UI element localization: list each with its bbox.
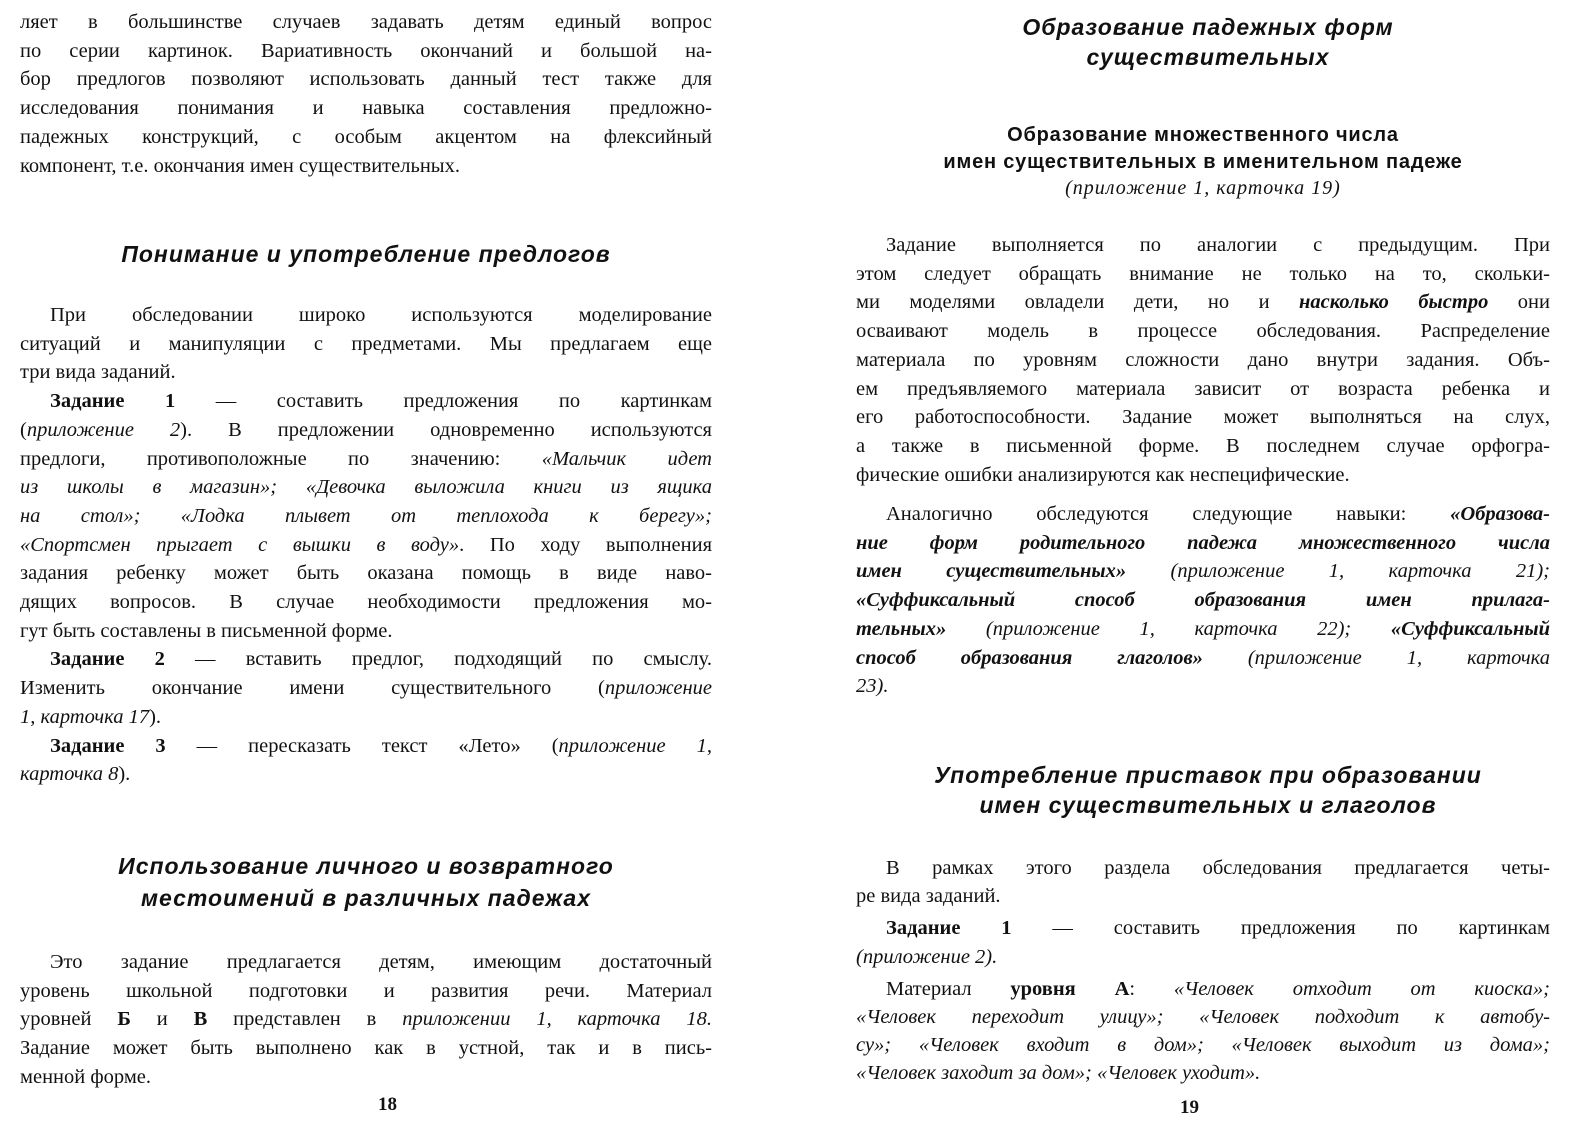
text-run: существительных [1086,44,1330,70]
text-line [856,615,1550,644]
italic-text: (приложение 1, карточка 21); [1126,560,1550,583]
paragraph [856,500,1550,701]
text-run: Понимание и употребление предлогов [121,241,611,267]
text-line [20,8,712,37]
text-line [856,790,1560,820]
italic-text: су»; «Человек входит в дом»; «Человек выходит из дома»; [856,1034,1550,1057]
text-line [856,943,1550,971]
paragraph [856,854,1550,910]
text-run: фические ошибки анализируются как неспецифические. [856,463,1350,486]
text-run: — вставить предлог, подходящий по смыслу. [164,648,712,671]
italic-text: (приложение 2). [856,945,998,968]
paragraph [856,760,1560,820]
paragraph [20,238,712,270]
text-run: ми моделями овладели дети, но и [856,291,1300,314]
text-run: Аналогично обследуются следующие навыки: [886,503,1451,525]
text-line [856,12,1560,42]
text-run: Задание может быть выполнено как в устной, так и в пись- [20,1037,712,1060]
text-line [20,65,712,94]
text-line [856,432,1550,461]
text-run: ем предъявляемого материала зависит от возраста ребенка и [856,377,1550,400]
italic-text: приложение [604,677,712,700]
text-line [20,387,712,416]
text-line [20,850,712,882]
text-line [20,948,712,977]
italic-text: «Мальчик идет [541,447,712,470]
paragraph [856,914,1550,970]
text-run: этом следует обращать внимание не только на то, скольки- [856,262,1550,285]
text-run: осваивают модель в процессе обследования. Распределение [856,320,1550,343]
text-line [856,42,1560,72]
text-line [856,260,1550,289]
text-line [20,1005,712,1034]
text-run: менной форме. [20,1065,152,1088]
text-line [20,882,712,914]
text-run: по серии картинок. Вариативность окончаний и большой на- [20,39,712,62]
emphasis-text: «Суффиксальный способ образования имен прилага- [856,589,1550,612]
emphasis-text: «Суффиксальный [1390,617,1550,640]
text-run: : [1129,977,1174,1000]
text-line [20,301,712,330]
italic-text: карточка 8 [20,763,119,786]
text-line [20,37,712,66]
emphasis-text: Задание 1 [50,390,176,413]
text-line [20,416,712,445]
italic-text: (приложение 1, карточка [1202,646,1550,669]
section-heading-case-forms [856,12,1560,72]
paragraph [856,12,1560,72]
italic-text: приложение 2 [26,418,181,441]
subsection-heading-plural [856,122,1550,176]
text-run: Образование множественного числа [1007,124,1399,146]
text-line [856,1031,1550,1059]
text-run: его работоспособности. Задание может выполняться на слух, [856,406,1550,429]
text-run: гут быть составлены в письменной форме. [20,619,393,642]
text-line [856,586,1550,615]
paragraph [20,645,712,731]
text-run: бор предлогов позволяют использовать данный тест также для [20,68,712,91]
text-run: три вида заданий. [20,361,176,384]
text-run: Материал [886,977,1011,1000]
text-run: ре вида заданий. [856,885,1001,908]
emphasis-text: насколько быстро [1299,291,1489,314]
paragraph [856,175,1550,202]
prefixes-body [856,854,1550,1088]
text-run: имен существительных и глаголов [979,792,1437,818]
paragraph [20,948,712,1092]
appendix-reference [856,175,1550,202]
similar-skills-body [856,500,1550,701]
paragraph [20,850,712,914]
text-line [856,854,1550,882]
paragraph [856,975,1550,1088]
text-line [856,375,1550,404]
text-line [20,674,712,703]
section-heading-prefixes [856,760,1560,820]
plural-body [856,231,1550,489]
text-run: Образование падежных форм [1022,14,1394,40]
text-run: ). [118,763,131,786]
text-run: уровней [20,1008,118,1031]
text-run: ( [20,418,27,441]
text-run: Использование личного и возвратного [118,853,614,879]
text-line [856,149,1550,176]
emphasis-text: Б [117,1008,131,1031]
text-line [856,882,1550,910]
page-number: 19 [1180,1097,1199,1118]
text-run: ляет в большинстве случаев задавать детям единый вопрос [20,11,712,33]
text-line [856,1059,1550,1087]
italic-text: 23). [856,675,889,698]
text-run: а также в письменной форме. В последнем случае орфогра- [856,434,1550,457]
text-line [20,152,712,181]
text-line [20,502,712,531]
text-line [856,529,1550,558]
emphasis-text: способ образования глаголов» [856,646,1203,669]
text-line [856,461,1550,490]
text-line [856,500,1550,529]
text-run: компонент, т.е. окончания имен существительных. [20,154,460,177]
text-line [20,617,712,646]
text-run: и [130,1008,194,1031]
text-line [20,330,712,359]
text-line [20,645,712,674]
text-run: предлоги, противоположные по значению: [20,447,542,470]
text-line [20,531,712,560]
text-run: Это задание предлагается детям, имеющим достаточный [50,951,712,973]
text-run: . По ходу выполнения [459,533,713,556]
text-run: исследования понимания и навыка составления предложно- [20,97,712,120]
text-line [20,559,712,588]
italic-text: на стол»; «Лодка плывет от теплохода к берегу»; [20,504,712,527]
text-run: Изменить окончание имени существительного ( [20,677,605,700]
emphasis-text: Задание 2 [50,648,165,671]
text-line [856,317,1550,346]
text-line [856,975,1550,1003]
text-run: представлен в [207,1008,403,1031]
text-line [856,231,1550,260]
text-line [20,473,712,502]
emphasis-text: уровня А [1010,977,1130,1000]
section-heading-prepositions [20,238,712,270]
emphasis-text: «Образова- [1450,503,1550,525]
text-line [20,238,712,270]
paragraph [20,387,712,645]
emphasis-text: тельных» [856,617,947,640]
italic-text: «Человек переходит улицу»; «Человек подходит к автобу- [856,1006,1550,1029]
emphasis-text: Задание 1 [886,917,1012,940]
italic-text: «Человек отходит от киоска»; [1173,977,1551,1000]
text-run: местоимений в различных падежах [141,885,591,911]
text-run: Задание выполняется по аналогии с предыдущим. При [886,234,1550,256]
text-run: — составить предложения по картинкам [175,390,712,413]
text-line [856,644,1550,673]
text-line [856,288,1550,317]
text-line [20,977,712,1006]
text-run: задания ребенку может быть оказана помощь в виде наво- [20,562,712,585]
text-line [856,914,1550,942]
text-run: материала по уровням сложности дано внутри задания. Объ- [856,348,1550,371]
text-run: падежных конструкций, с особым акцентом на флексийный [20,125,712,148]
text-line [20,445,712,474]
text-line [20,94,712,123]
italic-text: (приложение 1, карточка 22); [946,617,1391,640]
emphasis-text: ние форм родительного падежа множественного числа [856,531,1550,554]
pronouns-body [20,948,712,1092]
text-line [20,1034,712,1063]
italic-text: из школы в магазин»; «Девочка выложила книги из ящика [20,476,712,499]
text-line [20,703,712,732]
italic-text: «Человек заходит за дом»; «Человек уходит». [856,1062,1261,1085]
text-line [856,346,1550,375]
emphasis-text: В [193,1008,208,1031]
emphasis-text: имен существительных» [856,560,1127,583]
text-run: они [1488,291,1550,314]
prepositions-body [20,301,712,789]
text-line [856,672,1550,701]
text-line [856,760,1560,790]
paragraph [20,732,712,789]
text-run: уровень школьной подготовки и развития речи. Материал [20,979,712,1002]
text-line [856,175,1550,202]
page-number: 18 [378,1094,397,1115]
text-line [856,557,1550,586]
section-heading-pronouns [20,850,712,914]
text-run: В рамках этого раздела обследования предлагается четы- [886,857,1550,879]
text-run: (приложение 1, карточка 19) [1065,177,1341,199]
text-line [20,732,712,761]
paragraph [856,122,1550,176]
text-line [20,123,712,152]
text-line [20,760,712,789]
text-run: ). [149,705,162,728]
text-run: — пересказать текст «Лето» ( [165,734,559,757]
text-run: ). В предложении одновременно используются [180,418,712,441]
italic-text: 1, карточка 17 [20,705,150,728]
paragraph [20,8,712,180]
text-run: При обследовании широко используются моделирование [50,304,712,326]
text-line [20,588,712,617]
emphasis-text: Задание 3 [50,734,166,757]
text-line [20,1063,712,1092]
paragraph [856,231,1550,489]
paragraph [20,301,712,387]
text-line [20,358,712,387]
text-run: Употребление приставок при образовании [934,762,1482,788]
text-run: ситуаций и манипуляции с предметами. Мы предлагаем еще [20,332,712,355]
italic-text: приложение 1, [558,734,712,757]
text-run: дящих вопросов. В случае необходимости предложения мо- [20,591,712,614]
text-line [856,122,1550,149]
italic-text: «Спортсмен прыгает с вышки в воду» [20,533,460,556]
text-run: имен существительных в именительном падеже [943,151,1463,173]
text-run: — составить предложения по картинкам [1011,917,1551,940]
text-line [856,1003,1550,1031]
intro-paragraph [20,8,712,180]
text-line [856,403,1550,432]
italic-text: приложении 1, карточка 18. [402,1008,712,1031]
